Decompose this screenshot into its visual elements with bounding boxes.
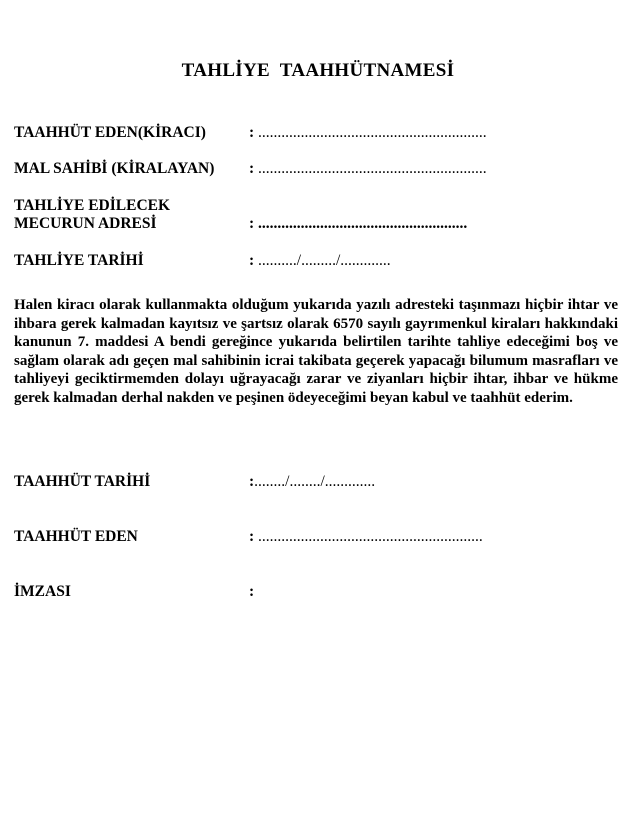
eviction-date-dots: ........../........./.............: [254, 252, 391, 269]
committer-colon: :: [249, 528, 255, 545]
eviction-date-field[interactable]: [249, 251, 391, 270]
commitment-statement: Halen kiracı olarak kullanmakta olduğum yukarıda yazılı adresteki taşınmazı hiçbir ihtar ve ihbara gerek kalmadan kayıtsız ve şartsız olarak 6570 sayılı gayrımenkul kiraları hakkındaki kanunun 7. maddesi A bendi gereğince yukarıda belirtilen tarihte tahliye edeceğimi boş ve sağlam olarak adı geçen mal sahibinin icrai takibata geçerek yapacağı bilumum masrafları ve tahliyeyi geciktirmemden dolayı uğrayacağı zarar ve ziyanları hiçbir ihtar, ihbar ve hükme gerek kalmadan derhal nakden ve peşinen ödeyeceğimi beyan kabul ve taahhüt ederim.: [14, 297, 618, 406]
committer-dots: ..........................................................: [254, 528, 483, 545]
commitment-date-field[interactable]: [249, 472, 375, 491]
commitment-date-label: TAAHHÜT TARİHİ: [14, 473, 151, 490]
address-colon: :: [249, 215, 255, 232]
landlord-dots: ...........................................................: [254, 160, 487, 177]
tenant-label: TAAHHÜT EDEN(KİRACI): [14, 124, 206, 141]
signature-colon: :: [249, 583, 255, 600]
document-title: TAHLİYE TAAHHÜTNAMESİ: [181, 60, 455, 81]
landlord-field[interactable]: [249, 159, 487, 178]
address-field[interactable]: [249, 214, 467, 233]
address-label-line1: TAHLİYE EDİLECEK: [14, 197, 171, 214]
tenant-field[interactable]: [249, 123, 487, 142]
landlord-label: MAL SAHİBİ (KİRALAYAN): [14, 160, 215, 177]
tenant-dots: ...........................................................: [254, 124, 487, 141]
eviction-date-colon: :: [249, 252, 255, 269]
signature-field[interactable]: [249, 582, 254, 601]
tenant-colon: :: [249, 124, 255, 141]
landlord-colon: :: [249, 160, 255, 177]
commitment-date-colon: :: [249, 473, 255, 490]
address-label-line2: MECURUN ADRESİ: [14, 215, 157, 232]
committer-label: TAAHHÜT EDEN: [14, 528, 138, 545]
commitment-date-dots: ......../......../.............: [254, 473, 376, 490]
eviction-date-label: TAHLİYE TARİHİ: [14, 252, 144, 269]
committer-field[interactable]: [249, 527, 483, 546]
address-dots: ......................................................: [254, 215, 468, 232]
signature-label: İMZASI: [14, 583, 71, 600]
